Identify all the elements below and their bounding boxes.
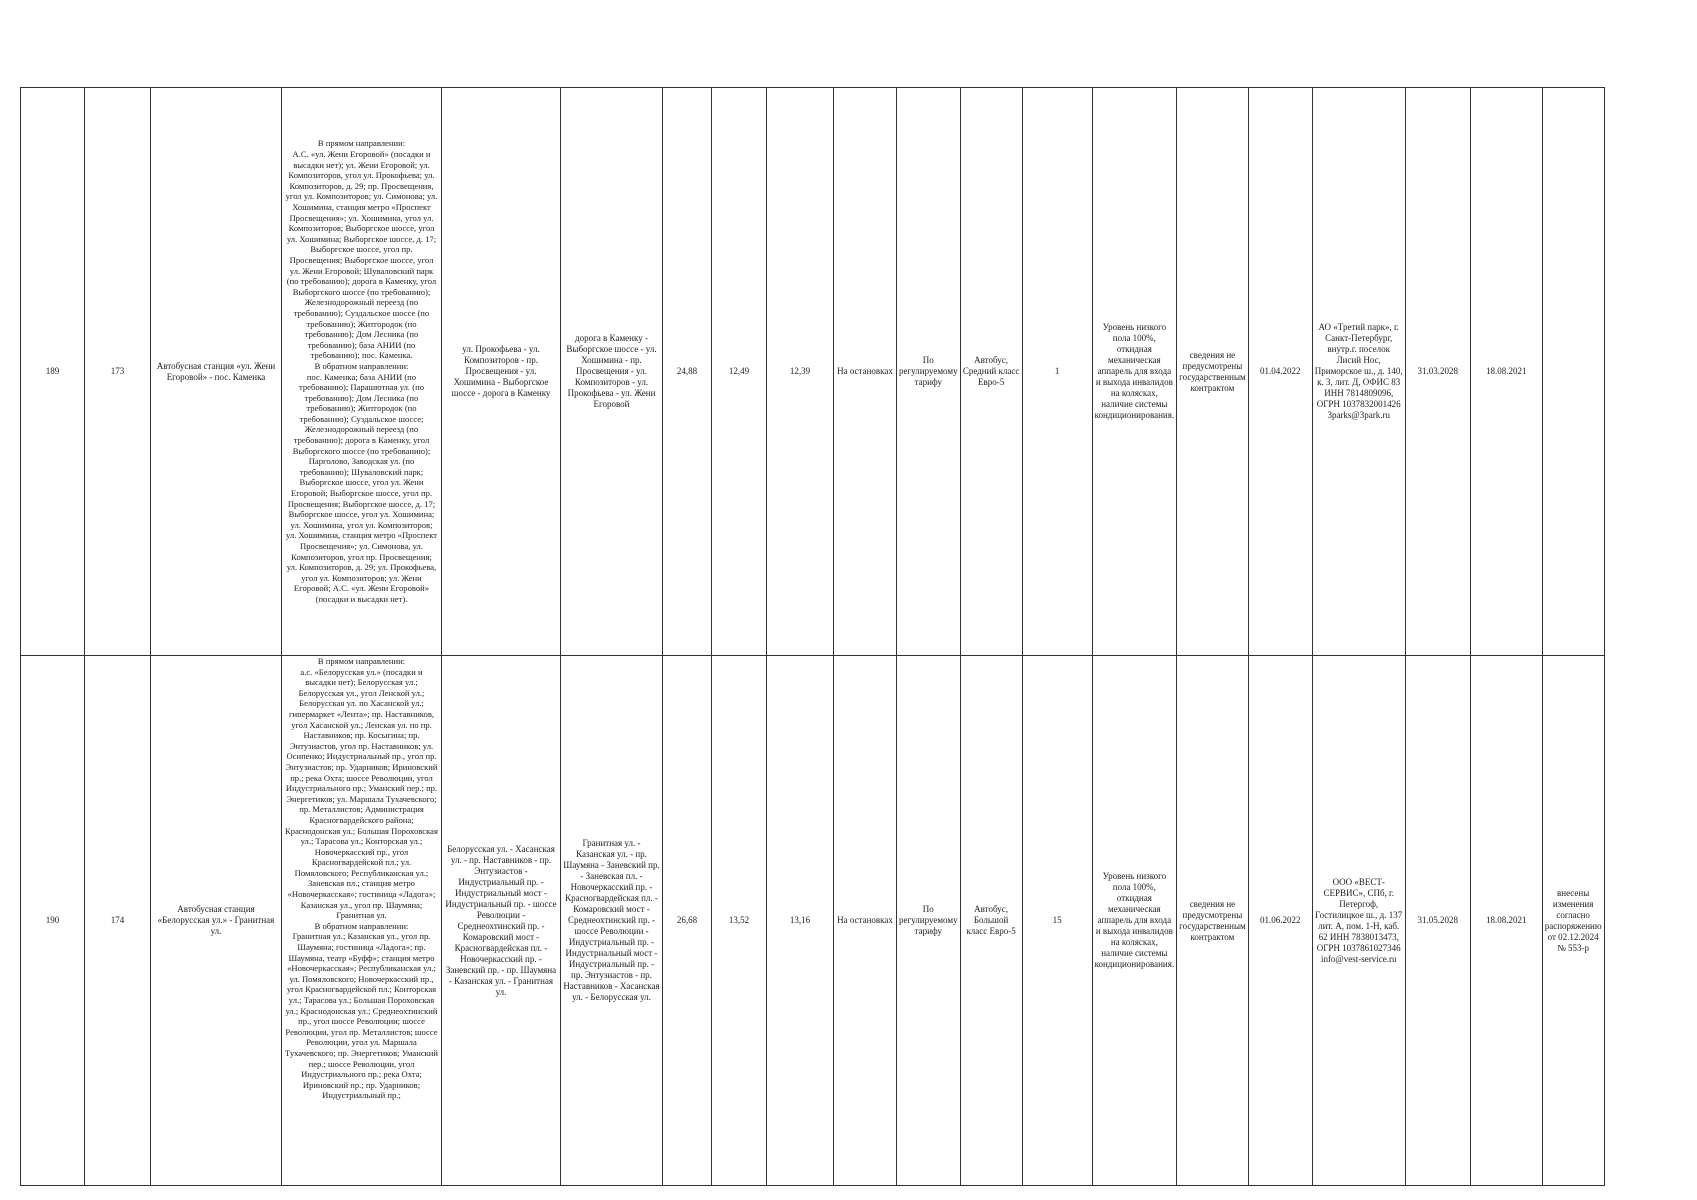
- vehicle-count-cell: 1: [1022, 88, 1092, 656]
- contract-date-cell: 18.08.2021: [1470, 88, 1542, 656]
- route-number-cell: 174: [85, 656, 151, 1186]
- vehicle-count-cell: 15: [1022, 656, 1092, 1186]
- route-path-cell: В прямом направлении: а.с. «Белорусская ул.» (посадки и высадки нет); Белорусская ул.; Белорусская ул., угол Ленской ул.; Белорусская ул. по Хасанской ул.; гипермаркет «Лента»; пр. Наставников, угол Хасанской ул.; Ленская ул. по пр. Наставников; пр. Косыгина; пр. Энтузиастов, угол пр. Наставников; ул. Осипенко; Индустриальный пр., угол пр. Энтузиастов; пр. Ударников; Ириновский пр.; река Охта; шоссе Революции, угол Индустриального пр.; Уманский пер.; пр. Энергетиков; ул. Маршала Тухачевского; пр. Металлистов; Администрация Красногвардейского района; Краснодонская ул.; Большая Пороховская ул.; Тарасова ул.; Конторская ул.; Новочеркасский пр., угол Красногвардейской пл.; ул. Помяловского; Республиканская ул.; Заневская пл.; станция метро «Новочеркасская»; гостиница «Ладога»; Казанская ул., угол пр. Шаумяна; Гранитная ул. В обратном направлении: Гранитная ул.; Казанская ул., угол пр. Шаумяна; гостиница «Ладога»; пр. Шаумяна, театр «Буфф»; станция метро «Новочеркасская»; Республиканская ул.; ул. Помяловского; Новочеркасский пр., угол Красногвардейской пл.; Конторская ул.; Тарасова ул.; Большая Пороховская ул.; Краснодонская ул.; Среднеохтинский пр., угол шоссе Революции; шоссе Революции, угол пр. Металлистов; шоссе Революции, угол ул. Маршала Тухачевского; пр. Энергетиков; Уманский пер.; шоссе Революции, угол Индустриального пр.; река Охта; Ириновский пр.; пр. Ударников; Индустриальный пр.;: [282, 656, 442, 1186]
- length-forward-cell: 13,52: [712, 656, 767, 1186]
- length-backward-cell: 13,16: [767, 656, 834, 1186]
- length-total-cell: 26,68: [663, 656, 712, 1186]
- stop-order-cell: На остановках: [834, 88, 897, 656]
- registry-number-cell: 190: [21, 656, 85, 1186]
- route-path-cell: В прямом направлении: А.С. «ул. Жени Егоровой» (посадки и высадки нет); ул. Жени Егоровой; ул. Композиторов, угол ул. Прокофьева; ул. Композиторов, д. 29; пр. Просвещения, угол ул. Композиторов; ул. Симонова; ул. Хошимина, станция метро «Проспект Просвещения»; ул. Хошимина, угол ул. Композиторов; Выборгское шоссе, угол ул. Хошимина; Выборгское шоссе, д. 17; Выборгское шоссе, угол пр. Просвещения; Выборгское шоссе, угол ул. Жени Егоровой; Шуваловский парк (по требованию); дорога в Каменку, угол Выборгского шоссе (по требованию); Железнодорожный переезд (по требованию); Суздальское шоссе (по требованию); Житгородок (по требованию); Дом Лесника (по требованию); база АНИИ (по требованию); пос. Каменка. В обратном направлении: пос. Каменка; база АНИИ (по требованию); Парашютная ул. (по требованию); Дом Лесника (по требованию); Житгородок (по требованию); Суздальское шоссе; Железнодорожный переезд (по требованию); дорога в Каменку, угол Выборгского шоссе (по требованию); Парголово, Заводская ул. (по требованию); Шуваловский парк; Выборгское шоссе, угол ул. Жени Егоровой; Выборгское шоссе, угол пр. Просвещения; Выборгское шоссе, д. 17; Выборгское шоссе, угол ул. Хошимина; ул. Хошимина, угол ул. Композиторов; ул. Хошимина, станция метро «Проспект Просвещения»; ул. Симонова, ул. Композиторов, угол пр. Просвещения; ул. Композиторов, д. 29; ул. Прокофьева, угол ул. Композиторов; ул. Жени Егоровой; А.С. «ул. Жени Егоровой» (посадки и высадки нет).: [282, 88, 442, 656]
- vehicle-characteristics-cell: Уровень низкого пола 100%, откидная механическая аппарель для входа и выхода инвалидов на колясках, наличие системы кондиционирования.: [1092, 88, 1177, 656]
- start-date-cell: 01.06.2022: [1248, 656, 1312, 1186]
- length-forward-cell: 12,49: [712, 88, 767, 656]
- vehicle-class-cell: Автобус, Большой класс Евро-5: [960, 656, 1022, 1186]
- route-register-table: [20, 87, 1605, 1186]
- streets-forward-cell: ул. Прокофьева - ул. Композиторов - пр. Просвещения - ул. Хошимина - Выборгское шоссе - дорога в Каменку: [442, 88, 561, 656]
- route-name-cell: Автобусная станция «Белорусская ул.» - Гранитная ул.: [151, 656, 282, 1186]
- route-number-cell: 173: [85, 88, 151, 656]
- table-row: [21, 656, 1605, 1186]
- vehicle-characteristics-cell: Уровень низкого пола 100%, откидная механическая аппарель для входа и выхода инвалидов на колясках, наличие системы кондиционирования.: [1092, 656, 1177, 1186]
- route-name-cell: Автобусная станция «ул. Жени Егоровой» - пос. Каменка: [151, 88, 282, 656]
- notes-cell: [1542, 88, 1604, 656]
- tariff-cell: По регулируемому тарифу: [897, 88, 961, 656]
- registry-number-cell: 189: [21, 88, 85, 656]
- end-date-cell: 31.05.2028: [1405, 656, 1470, 1186]
- length-total-cell: 24,88: [663, 88, 712, 656]
- contract-info-cell: сведения не предусмотрены государственным контрактом: [1177, 656, 1249, 1186]
- streets-forward-cell: Белорусская ул. - Хасанская ул. - пр. Наставников - пр. Энтузиастов - Индустриальный пр. - Индустриальный мост - Индустриальный пр. - шоссе Революции - Среднеохтинский пр. - Комаровский мост - Красногвардейская пл. - Новочеркасский пр. - Заневский пр. - пр. Шаумяна - Казанская ул. - Гранитная ул.: [442, 656, 561, 1186]
- streets-backward-cell: дорога в Каменку - Выборгское шоссе - ул. Хошимина - пр. Просвещения - ул. Композиторов - ул. Прокофьева - ул. Жени Егоровой: [561, 88, 663, 656]
- length-backward-cell: 12,39: [767, 88, 834, 656]
- carrier-cell: АО «Третий парк», г. Санкт-Петербург, внутр.г. поселок Лисий Нос, Приморское ш., д. 140, к. 3, лит. Д, ОФИС 83 ИНН 7814809096, ОГРН 1037832001426 3parks@3park.ru: [1312, 88, 1405, 656]
- start-date-cell: 01.04.2022: [1248, 88, 1312, 656]
- vehicle-class-cell: Автобус, Средний класс Евро-5: [960, 88, 1022, 656]
- notes-cell: внесены изменения согласно распоряжению от 02.12.2024 № 553-р: [1542, 656, 1604, 1186]
- carrier-cell: ООО «ВЕСТ-СЕРВИС», СПб, г. Петергоф, Гостилицкое ш., д. 137 лит. А, пом. 1-Н, каб. 62 ИНН 7838013473, ОГРН 1037861027346 info@vest-service.ru: [1312, 656, 1405, 1186]
- stop-order-cell: На остановках: [834, 656, 897, 1186]
- tariff-cell: По регулируемому тарифу: [897, 656, 961, 1186]
- contract-date-cell: 18.08.2021: [1470, 656, 1542, 1186]
- end-date-cell: 31.03.2028: [1405, 88, 1470, 656]
- contract-info-cell: сведения не предусмотрены государственным контрактом: [1177, 88, 1249, 656]
- table-row: [21, 88, 1605, 656]
- streets-backward-cell: Гранитная ул. - Казанская ул. - пр. Шаумяна - Заневский пр. - Заневская пл. - Новочеркасский пр. - Красногвардейская пл. - Комаровский мост - Среднеохтинский пр. - шоссе Революции - Индустриальный пр. - Индустриальный мост - Индустриальный пр. - пр. Энтузиастов - пр. Наставников - Хасанская ул. - Белорусская ул.: [561, 656, 663, 1186]
